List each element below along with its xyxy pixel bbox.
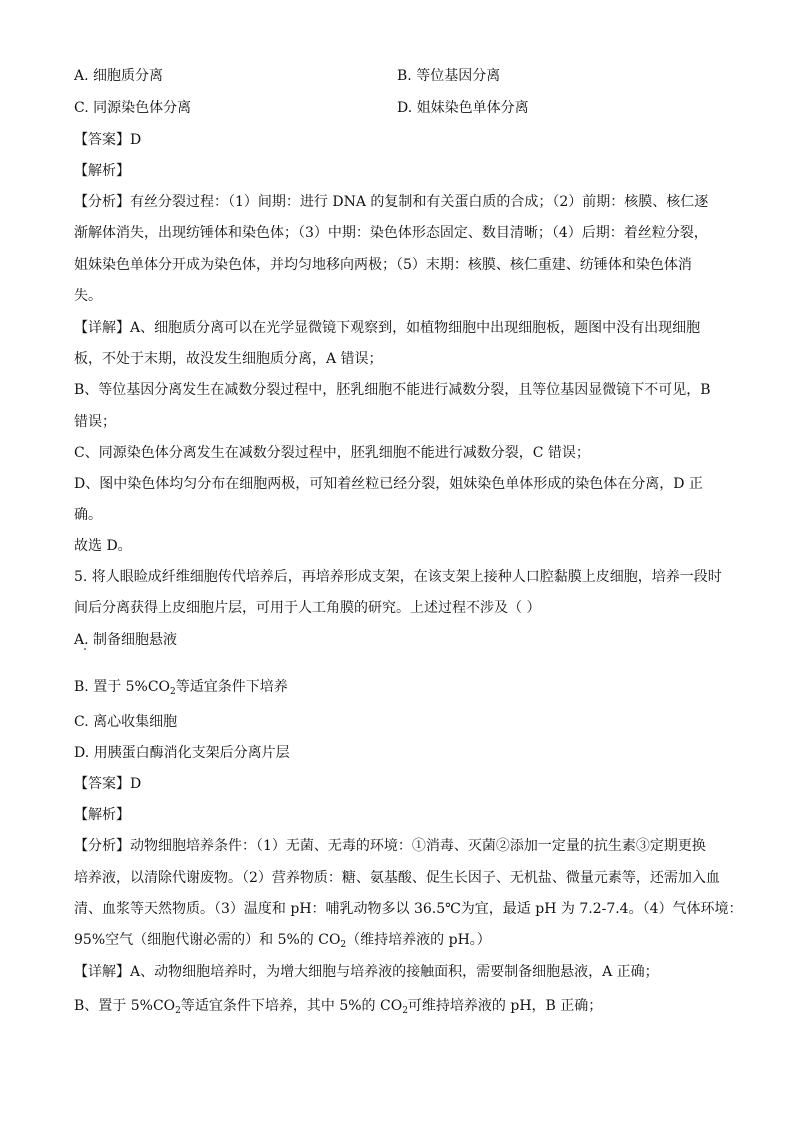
q5-analysis-line: 清、血浆等天然物质。（3）温度和 pH：哺乳动物多以 36.5℃为宜，最适 pH 为 7.2-7.4。（4）气体环境： (74, 901, 743, 917)
q5-stem-line: 5. 将人眼睑成纤维细胞传代培养后，再培养形成支架，在该支架上接种人口腔黏膜上皮细胞，培养一段时 (74, 569, 722, 585)
q4-detail-line: 【详解】A、细胞质分离可以在光学显微镜下观察到，如植物细胞中出现细胞板，题图中没有出现细胞 (74, 320, 701, 336)
q5-option-b-text: B. 置于 5%CO (74, 679, 171, 695)
subscript: 2 (170, 687, 176, 697)
q4-detail-line: 错误； (74, 414, 116, 430)
q4-analysis-line: 姐妹染色单体分开成为染色体，并均匀地移向两极；（5）末期：核膜、核仁重建、纺锤体和染色体消 (74, 257, 692, 273)
q4-analysis-title: 【解析】 (74, 163, 130, 179)
stray-mark (84, 648, 86, 650)
q5-detail-b-text-mid: 等适宜条件下培养，其中 5%的 CO (180, 998, 403, 1014)
q5-analysis-title: 【解析】 (74, 807, 130, 823)
q4-analysis-line: 渐解体消失，出现纺锤体和染色体；（3）中期：染色体形态固定、数目清晰；（4）后期：着丝粒分裂， (74, 225, 708, 241)
q4-option-a: A. 细胞质分离 (74, 68, 164, 84)
q5-analysis-text-end: （维持培养液的 pH。） (346, 932, 491, 948)
q4-option-b: B. 等位基因分离 (397, 68, 501, 84)
q4-conclusion: 故选 D。 (74, 538, 132, 554)
subscript: 2 (402, 1006, 408, 1016)
subscript: 2 (175, 1006, 181, 1016)
subscript: 2 (340, 940, 347, 950)
q4-detail-line: 板，不处于末期，故没发生细胞质分离，A 错误； (74, 351, 383, 367)
q5-answer: 【答案】D (74, 776, 142, 792)
q4-detail-line: 确。 (74, 507, 102, 523)
q5-option-b (74, 677, 724, 702)
q5-analysis-line: 【分析】动物细胞培养条件：（1）无菌、无毒的环境：①消毒、灭菌②添加一定量的抗生素③定期更换 (74, 838, 706, 854)
q5-detail-a: 【详解】A、动物细胞培养时，为增大细胞与培养液的接触面积，需要制备细胞悬液，A 正确； (74, 964, 659, 980)
q4-option-c: C. 同源染色体分离 (74, 100, 192, 116)
q4-answer: 【答案】D (74, 132, 142, 148)
q5-detail-b-text: B、置于 5%CO (74, 998, 176, 1014)
q5-option-c: C. 离心收集细胞 (74, 714, 178, 730)
q5-detail-b (74, 996, 724, 1021)
q4-detail-line: C、同源染色体分离发生在减数分裂过程中，胚乳细胞不能进行减数分裂，C 错误； (74, 445, 590, 461)
q5-option-a: A. 制备细胞悬液 (74, 632, 178, 648)
q4-analysis-line: 失。 (74, 288, 102, 304)
q4-option-d: D. 姐妹染色单体分离 (397, 100, 529, 116)
q5-stem-line: 间后分离获得上皮细胞片层，可用于人工角膜的研究。上述过程不涉及（ ） (74, 600, 541, 616)
q4-detail-line: D、图中染色体均匀分布在细胞两极，可知着丝粒已经分裂，姐妹染色单体形成的染色体在分离，D 正 (74, 476, 703, 492)
q4-detail-line: B、等位基因分离发生在减数分裂过程中，胚乳细胞不能进行减数分裂，且等位基因显微镜下不可见，B (74, 382, 711, 398)
q5-option-d: D. 用胰蛋白酶消化支架后分离片层 (74, 745, 290, 761)
q4-analysis-line: 【分析】有丝分裂过程：（1）间期：进行 DNA 的复制和有关蛋白质的合成；（2）前期：核膜、核仁逐 (74, 194, 709, 210)
q5-detail-b-text-end: 可维持培养液的 pH，B 正确； (407, 998, 603, 1014)
q5-analysis-line: 培养液，以清除代谢废物。（2）营养物质：糖、氨基酸、促生长因子、无机盐、微量元素等，还需加入血 (74, 870, 720, 886)
q5-option-b-text-end: 等适宜条件下培养 (175, 679, 288, 695)
q5-analysis-line (74, 930, 724, 955)
q5-analysis-text: 95%空气（细胞代谢必需的）和 5%的 CO (74, 932, 341, 948)
